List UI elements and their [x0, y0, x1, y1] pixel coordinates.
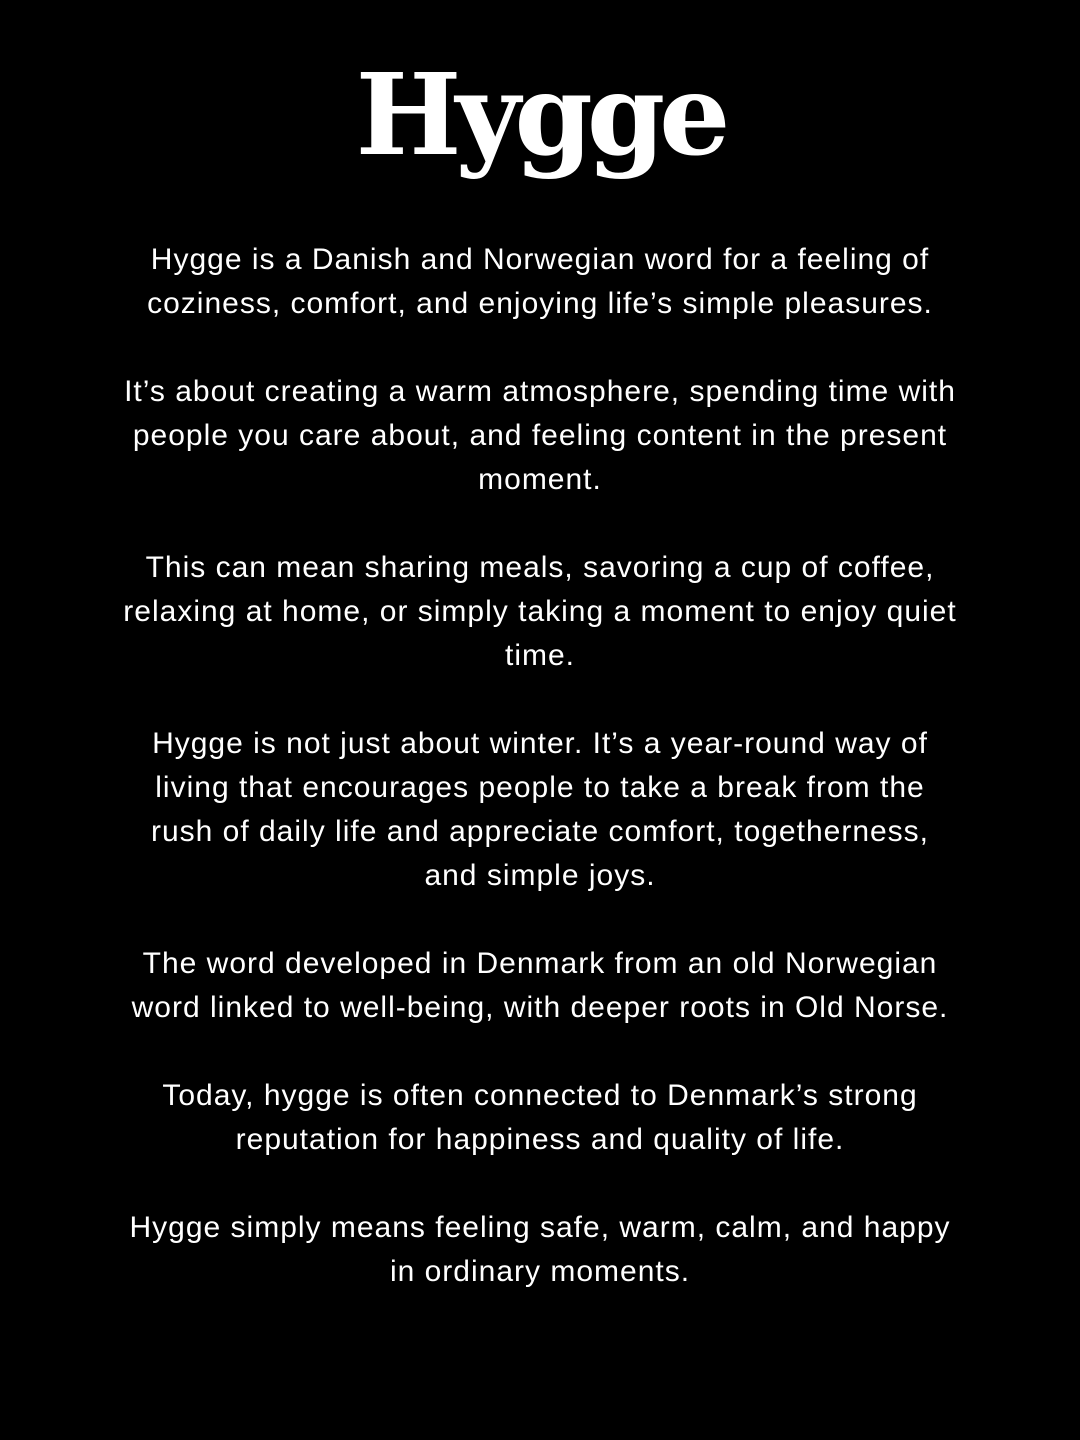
paragraph-3 [80, 546, 1000, 678]
paragraph-line: moment. [478, 463, 602, 496]
paragraph-5 [80, 942, 1000, 1030]
paragraph-line: in ordinary moments. [389, 1255, 691, 1288]
paragraph-line: and simple joys. [424, 859, 656, 892]
paragraph-line: rush of daily life and appreciate comfort, togetherness, [150, 815, 930, 848]
paragraph-line: Today, hygge is often connected to Denmark’s strong [162, 1079, 918, 1112]
paragraph-2 [80, 370, 1000, 502]
paragraph-line: Hygge is a Danish and Norwegian word for a feeling of [150, 243, 930, 276]
paragraph-line: time. [504, 639, 575, 672]
paragraph-4 [80, 722, 1000, 898]
paragraph-line: The word developed in Denmark from an old Norwegian [142, 947, 938, 980]
paragraph-line: living that encourages people to take a break from the [155, 771, 925, 804]
paragraph-line: Hygge is not just about winter. It’s a year-round way of [152, 727, 928, 760]
paragraph-line: coziness, comfort, and enjoying life’s simple pleasures. [147, 287, 933, 320]
paragraph-line: reputation for happiness and quality of life. [235, 1123, 845, 1156]
paragraph-7 [80, 1206, 1000, 1294]
paragraph-line: people you care about, and feeling content in the present [132, 419, 948, 452]
paragraph-1 [80, 238, 1000, 326]
paragraph-line: relaxing at home, or simply taking a moment to enjoy quiet [123, 595, 957, 628]
paragraph-6 [80, 1074, 1000, 1162]
page-title: Hygge [355, 50, 725, 181]
article-body [80, 238, 1000, 1294]
paragraph-line: word linked to well-being, with deeper roots in Old Norse. [131, 991, 949, 1024]
paragraph-line: This can mean sharing meals, savoring a cup of coffee, [145, 551, 935, 584]
paragraph-line: Hygge simply means feeling safe, warm, calm, and happy [129, 1211, 951, 1244]
paragraph-line: It’s about creating a warm atmosphere, spending time with [124, 375, 956, 408]
